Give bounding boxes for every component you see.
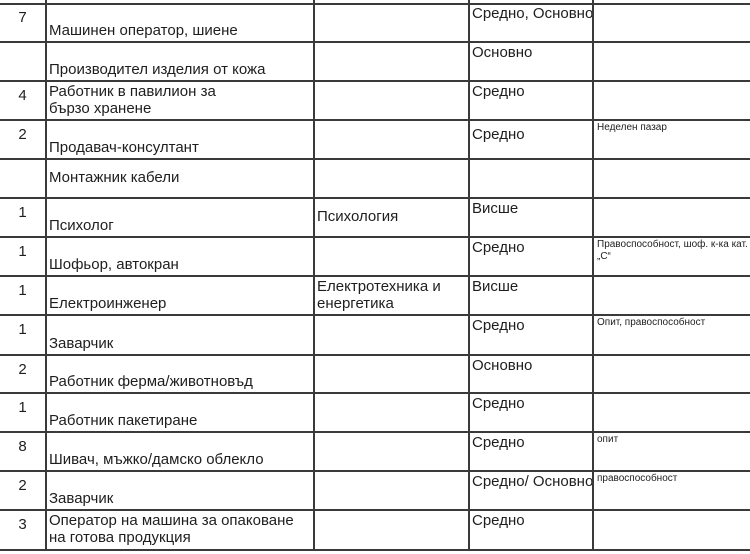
table-row xyxy=(0,198,750,238)
count-cell: 1 xyxy=(18,321,27,338)
count-cell: 2 xyxy=(18,126,27,143)
notes-cell xyxy=(592,3,750,41)
specialty-cell xyxy=(313,471,468,509)
education-cell: Средно xyxy=(468,510,592,549)
count-cell: 1 xyxy=(18,204,27,221)
notes-cell: опит xyxy=(592,432,750,470)
table-row xyxy=(0,120,750,160)
education-cell: Основно xyxy=(468,355,592,392)
table-row xyxy=(0,276,750,316)
count-cell: 1 xyxy=(18,243,27,260)
table-row xyxy=(0,471,750,511)
position-cell: Производител изделия от кожа xyxy=(45,42,313,80)
count-cell: 2 xyxy=(18,477,27,494)
education-cell: Средно xyxy=(468,237,592,275)
education-cell: Основно xyxy=(468,42,592,80)
specialty-cell xyxy=(313,159,468,197)
education-cell: Средно xyxy=(468,81,592,119)
table-row xyxy=(0,81,750,121)
position-cell: Заварчик xyxy=(45,471,313,509)
count-cell: 1 xyxy=(18,282,27,299)
position-cell: Оператор на машина за опаковане на готова продукция xyxy=(45,510,313,549)
position-cell: Психолог xyxy=(45,198,313,236)
notes-cell xyxy=(592,276,750,314)
notes-cell xyxy=(592,42,750,80)
count-cell xyxy=(0,42,45,80)
notes-cell: правоспособност xyxy=(592,471,750,509)
count-cell: 7 xyxy=(18,9,27,26)
specialty-cell xyxy=(313,510,468,549)
notes-cell: Неделен пазар xyxy=(592,120,750,158)
position-cell: Работник пакетиране xyxy=(45,393,313,431)
specialty-cell xyxy=(313,432,468,470)
table-row xyxy=(0,3,750,43)
education-cell: Висше xyxy=(468,276,592,314)
position-cell: Шофьор, автокран xyxy=(45,237,313,275)
position-cell: Машинен оператор, шиене xyxy=(45,3,313,41)
notes-cell: Правоспособност, шоф. к-ка кат. „С“ xyxy=(592,237,750,275)
notes-cell xyxy=(592,393,750,431)
education-cell: Висше xyxy=(468,198,592,236)
specialty-cell xyxy=(313,393,468,431)
count-cell: 1 xyxy=(18,399,27,416)
notes-cell xyxy=(592,159,750,197)
position-cell: Заварчик xyxy=(45,315,313,354)
specialty-cell xyxy=(313,237,468,275)
notes-cell xyxy=(592,355,750,392)
position-cell: Работник в павилион за бързо хранене xyxy=(45,81,313,119)
table-row xyxy=(0,510,750,551)
notes-cell: Опит, правоспособност xyxy=(592,315,750,354)
education-cell: Средно xyxy=(468,120,592,158)
specialty-cell: Психология xyxy=(313,198,468,236)
education-cell xyxy=(468,159,592,197)
notes-cell xyxy=(592,198,750,236)
notes-cell xyxy=(592,510,750,549)
position-cell: Продавач-консултант xyxy=(45,120,313,158)
specialty-cell xyxy=(313,3,468,41)
table-row xyxy=(0,315,750,356)
education-cell: Средно/ Основно xyxy=(468,471,592,509)
education-cell: Средно xyxy=(468,315,592,354)
specialty-cell xyxy=(313,42,468,80)
specialty-cell xyxy=(313,81,468,119)
count-cell: 4 xyxy=(18,87,27,104)
notes-cell xyxy=(592,81,750,119)
position-cell: Електроинженер xyxy=(45,276,313,314)
education-cell: Средно, Основно xyxy=(468,3,592,41)
table-row xyxy=(0,432,750,472)
table-row xyxy=(0,355,750,394)
specialty-cell xyxy=(313,355,468,392)
table-row xyxy=(0,237,750,277)
count-cell xyxy=(0,159,45,197)
table-row xyxy=(0,393,750,433)
position-cell: Шивач, мъжко/дамско облекло xyxy=(45,432,313,470)
specialty-cell xyxy=(313,315,468,354)
specialty-cell: Електротехника и енергетика xyxy=(313,276,468,314)
position-cell: Монтажник кабели xyxy=(45,159,313,197)
education-cell: Средно xyxy=(468,393,592,431)
education-cell: Средно xyxy=(468,432,592,470)
specialty-cell xyxy=(313,120,468,158)
position-cell: Работник ферма/животновъд xyxy=(45,355,313,392)
count-cell: 2 xyxy=(18,361,27,378)
count-cell: 3 xyxy=(18,516,27,533)
table-row xyxy=(0,42,750,82)
table-row xyxy=(0,159,750,199)
count-cell: 8 xyxy=(18,438,27,455)
